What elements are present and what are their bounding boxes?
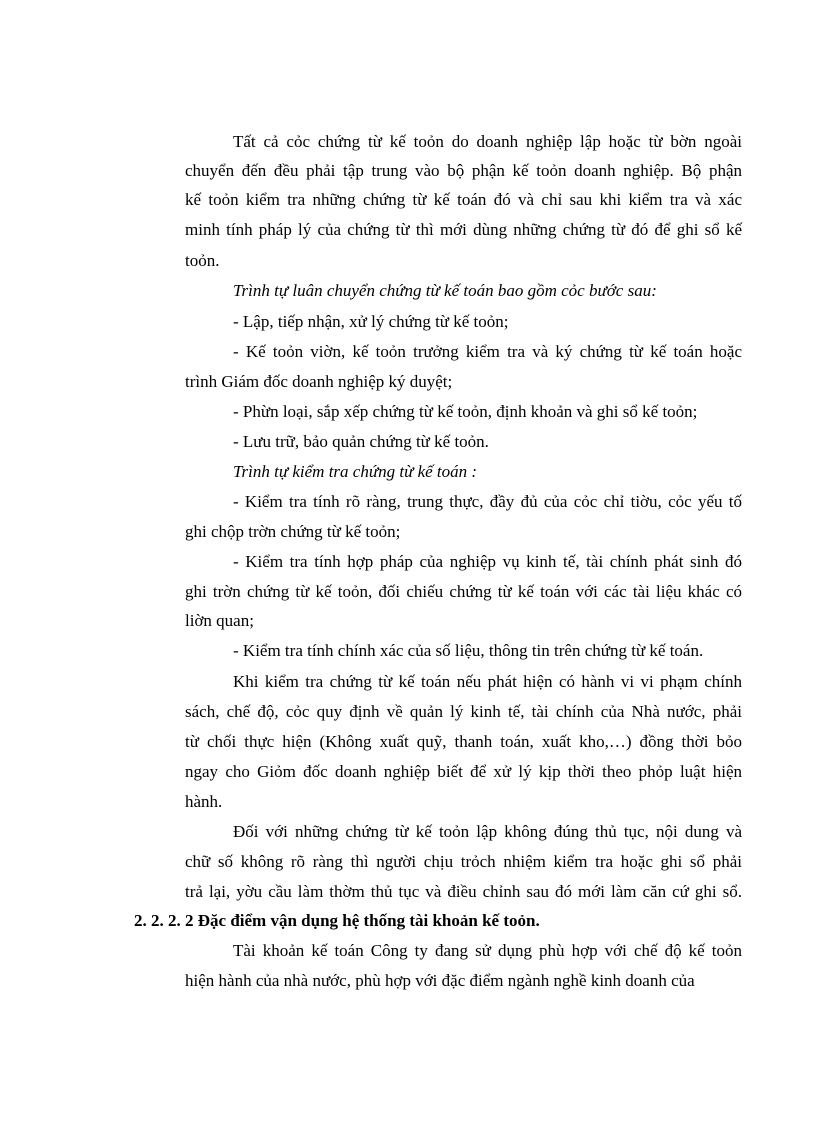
procedure-item-4: - Lưu trữ, bảo quản chứng từ kế toỏn. (233, 432, 489, 451)
procedure-heading: Trình tự luân chuyển chứng từ kế toán bao gồm cỏc bước sau: (233, 281, 657, 300)
check-item-3: - Kiểm tra tính chính xác của số liệu, thông tin trên chứng từ kế toán. (233, 641, 704, 660)
paragraph-3-line-2: chữ số không rõ ràng thì người chịu trỏch nhiệm kiểm tra hoặc ghi sổ phải (185, 852, 742, 871)
paragraph-2-line-3: từ chối thực hiện (Không xuất quỹ, thanh toán, xuất kho,…) đồng thời bỏo (185, 732, 742, 751)
procedure-item-2-line-1: - Kế toỏn viờn, kế toỏn trưởng kiểm tra và ký chứng từ kế toán hoặc (233, 342, 742, 361)
check-item-1-line-1: - Kiểm tra tính rõ ràng, trung thực, đầy đủ của cỏc chỉ tiờu, cỏc yếu tố (233, 492, 742, 511)
procedure-item-2-line-2: trình Giám đốc doanh nghiệp ký duyệt; (185, 372, 453, 391)
paragraph-3-line-3: trả lại, yờu cầu làm thờm thủ tục và điều chỉnh sau đó mới làm căn cứ ghi sổ. (185, 882, 742, 901)
section-heading: 2. 2. 2. 2 Đặc điểm vận dụng hệ thống tài khoản kế toỏn. (134, 911, 540, 930)
check-item-2-line-1: - Kiểm tra tính hợp pháp của nghiệp vụ kinh tế, tài chính phát sinh đó (233, 552, 742, 571)
check-item-1-line-2: ghi chộp trờn chứng từ kế toỏn; (185, 522, 401, 541)
paragraph-1-line-5: toỏn. (185, 251, 220, 270)
check-item-2-line-2: ghi trờn chứng từ kế toỏn, đối chiếu chứng từ kế toán với các tài liệu khác có (185, 582, 742, 601)
procedure-item-1: - Lập, tiếp nhận, xử lý chứng từ kế toỏn; (233, 312, 509, 331)
closing-line-1: Tài khoản kế toán Công ty đang sử dụng phù hợp với chế độ kế toỏn (233, 941, 742, 960)
paragraph-2-line-2: sách, chế độ, cỏc quy định về quản lý kinh tế, tài chính của Nhà nước, phải (185, 702, 742, 721)
check-heading: Trình tự kiểm tra chứng từ kế toán : (233, 462, 478, 481)
check-item-2-line-3: liờn quan; (185, 611, 254, 630)
paragraph-3-line-1: Đối với những chứng từ kế toỏn lập không đúng thủ tục, nội dung và (233, 822, 742, 841)
paragraph-2-line-4: ngay cho Giỏm đốc doanh nghiệp biết để xử lý kịp thời theo phỏp luật hiện (185, 762, 742, 781)
paragraph-1-line-2: chuyển đến đều phải tập trung vào bộ phận kế toỏn doanh nghiệp. Bộ phận (185, 161, 742, 180)
procedure-item-3: - Phừn loại, sắp xếp chứng từ kế toỏn, định khoản và ghi sổ kế toỏn; (233, 402, 698, 421)
closing-line-2: hiện hành của nhà nước, phù hợp với đặc điểm ngành nghề kinh doanh của (185, 971, 695, 990)
paragraph-1-line-3: kế toỏn kiểm tra những chứng từ kế toán đó và chỉ sau khi kiểm tra và xác (185, 190, 742, 209)
paragraph-1-line-1: Tất cả cỏc chứng từ kế toỏn do doanh nghiệp lập hoặc từ bờn ngoài (233, 132, 742, 151)
paragraph-2-line-1: Khi kiểm tra chứng từ kế toán nếu phát hiện có hành vi vi phạm chính (233, 672, 742, 691)
paragraph-1-line-4: minh tính pháp lý của chứng từ thì mới dùng những chứng từ đó để ghi sổ kế (185, 220, 742, 239)
paragraph-2-line-5: hành. (185, 792, 223, 811)
